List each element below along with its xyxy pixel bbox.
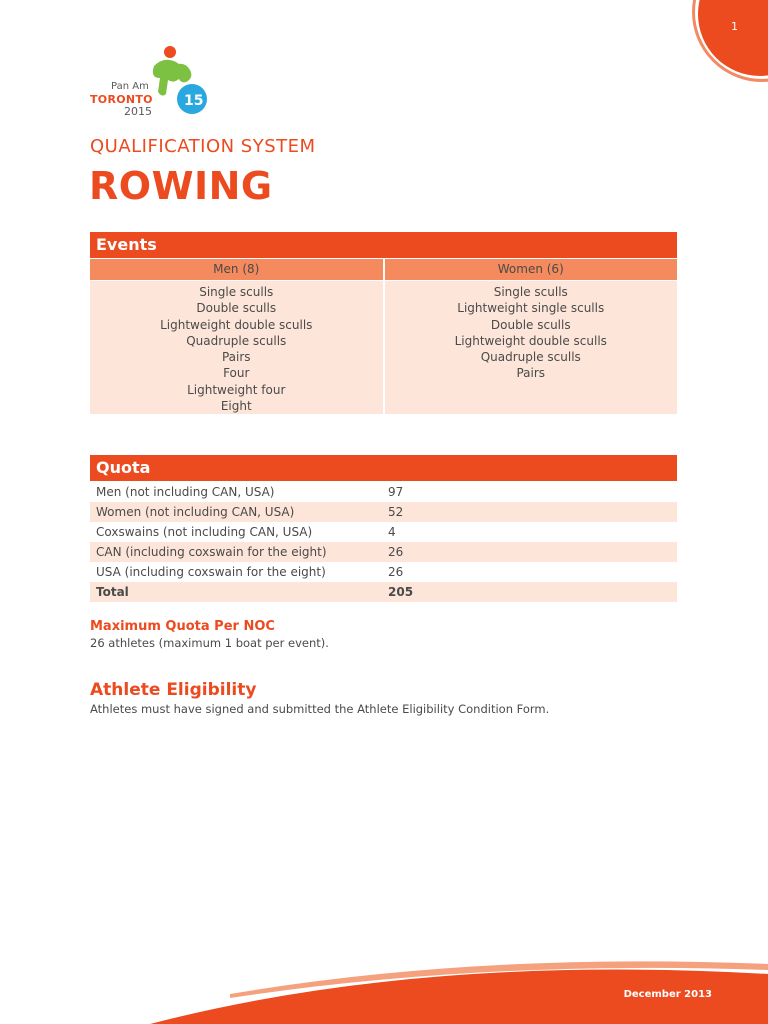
- eligibility-text: Athletes must have signed and submitted the Athlete Eligibility Condition Form.: [90, 702, 550, 716]
- quota-label: Men (not including CAN, USA): [96, 485, 275, 499]
- quota-label: USA (including coxswain for the eight): [96, 565, 326, 579]
- men-events-list: [90, 281, 383, 414]
- women-events-list: [385, 281, 678, 414]
- quota-section-header: Quota: [90, 455, 677, 481]
- eligibility-heading: Athlete Eligibility: [90, 680, 257, 700]
- footer-date: December 2013: [623, 989, 712, 1000]
- women-event-item: Lightweight single sculls: [457, 301, 605, 316]
- men-event-item: Four: [223, 366, 250, 381]
- men-event-item: Double sculls: [196, 301, 277, 316]
- women-event-item: Double sculls: [490, 317, 571, 332]
- men-event-item: Single sculls: [199, 285, 274, 299]
- women-event-item: Lightweight double sculls: [454, 333, 607, 348]
- doc-subtitle: QUALIFICATION SYSTEM: [90, 136, 316, 157]
- table-row: [90, 562, 677, 582]
- events-column-headers: [90, 259, 677, 280]
- quota-value: 26: [388, 565, 404, 579]
- doc-title: ROWING: [89, 164, 273, 208]
- events-section-header: Events: [90, 232, 677, 258]
- panam-logo-mark-icon: [140, 44, 220, 120]
- men-event-item: Lightweight four: [187, 382, 286, 397]
- women-event-item: Quadruple sculls: [480, 350, 581, 365]
- quota-label: Women (not including CAN, USA): [96, 505, 295, 519]
- quota-label: Coxswains (not including CAN, USA): [96, 525, 313, 539]
- table-row: [90, 482, 677, 502]
- quota-label: CAN (including coxswain for the eight): [96, 545, 327, 559]
- quota-table: [90, 482, 677, 602]
- quota-value: 26: [388, 545, 404, 559]
- table-row: [90, 542, 677, 562]
- page-number: 1: [731, 20, 738, 33]
- men-event-item: Lightweight double sculls: [160, 317, 313, 332]
- quota-total-label: Total: [96, 585, 129, 599]
- men-event-item: Quadruple sculls: [186, 333, 287, 348]
- logo-panam-text: Pan Am: [111, 81, 149, 92]
- footer-swoosh: [0, 934, 768, 1024]
- women-column-header: Women (6): [385, 259, 678, 280]
- events-table-body: [90, 281, 677, 414]
- quota-total-value: 205: [388, 585, 414, 599]
- max-quota-text: 26 athletes (maximum 1 boat per event).: [90, 636, 329, 650]
- table-row: [90, 502, 677, 522]
- men-event-item: Pairs: [221, 350, 251, 365]
- table-row: [90, 522, 677, 542]
- max-quota-heading: Maximum Quota Per NOC: [90, 619, 275, 634]
- women-event-item: Pairs: [516, 366, 546, 381]
- men-column-header: Men (8): [90, 259, 383, 280]
- logo-city-text: TORONTO: [90, 93, 153, 106]
- page-corner-tab: [698, 0, 768, 76]
- men-event-item: Eight: [220, 399, 252, 414]
- quota-total-row: [90, 582, 677, 602]
- quota-value: 4: [388, 525, 396, 539]
- quota-value: 52: [388, 505, 404, 519]
- women-event-item: Single sculls: [493, 285, 568, 299]
- quota-value: 97: [388, 485, 404, 499]
- panam-logo: [90, 44, 220, 124]
- svg-text:15: 15: [184, 93, 204, 109]
- logo-year-text: 2015: [124, 105, 152, 118]
